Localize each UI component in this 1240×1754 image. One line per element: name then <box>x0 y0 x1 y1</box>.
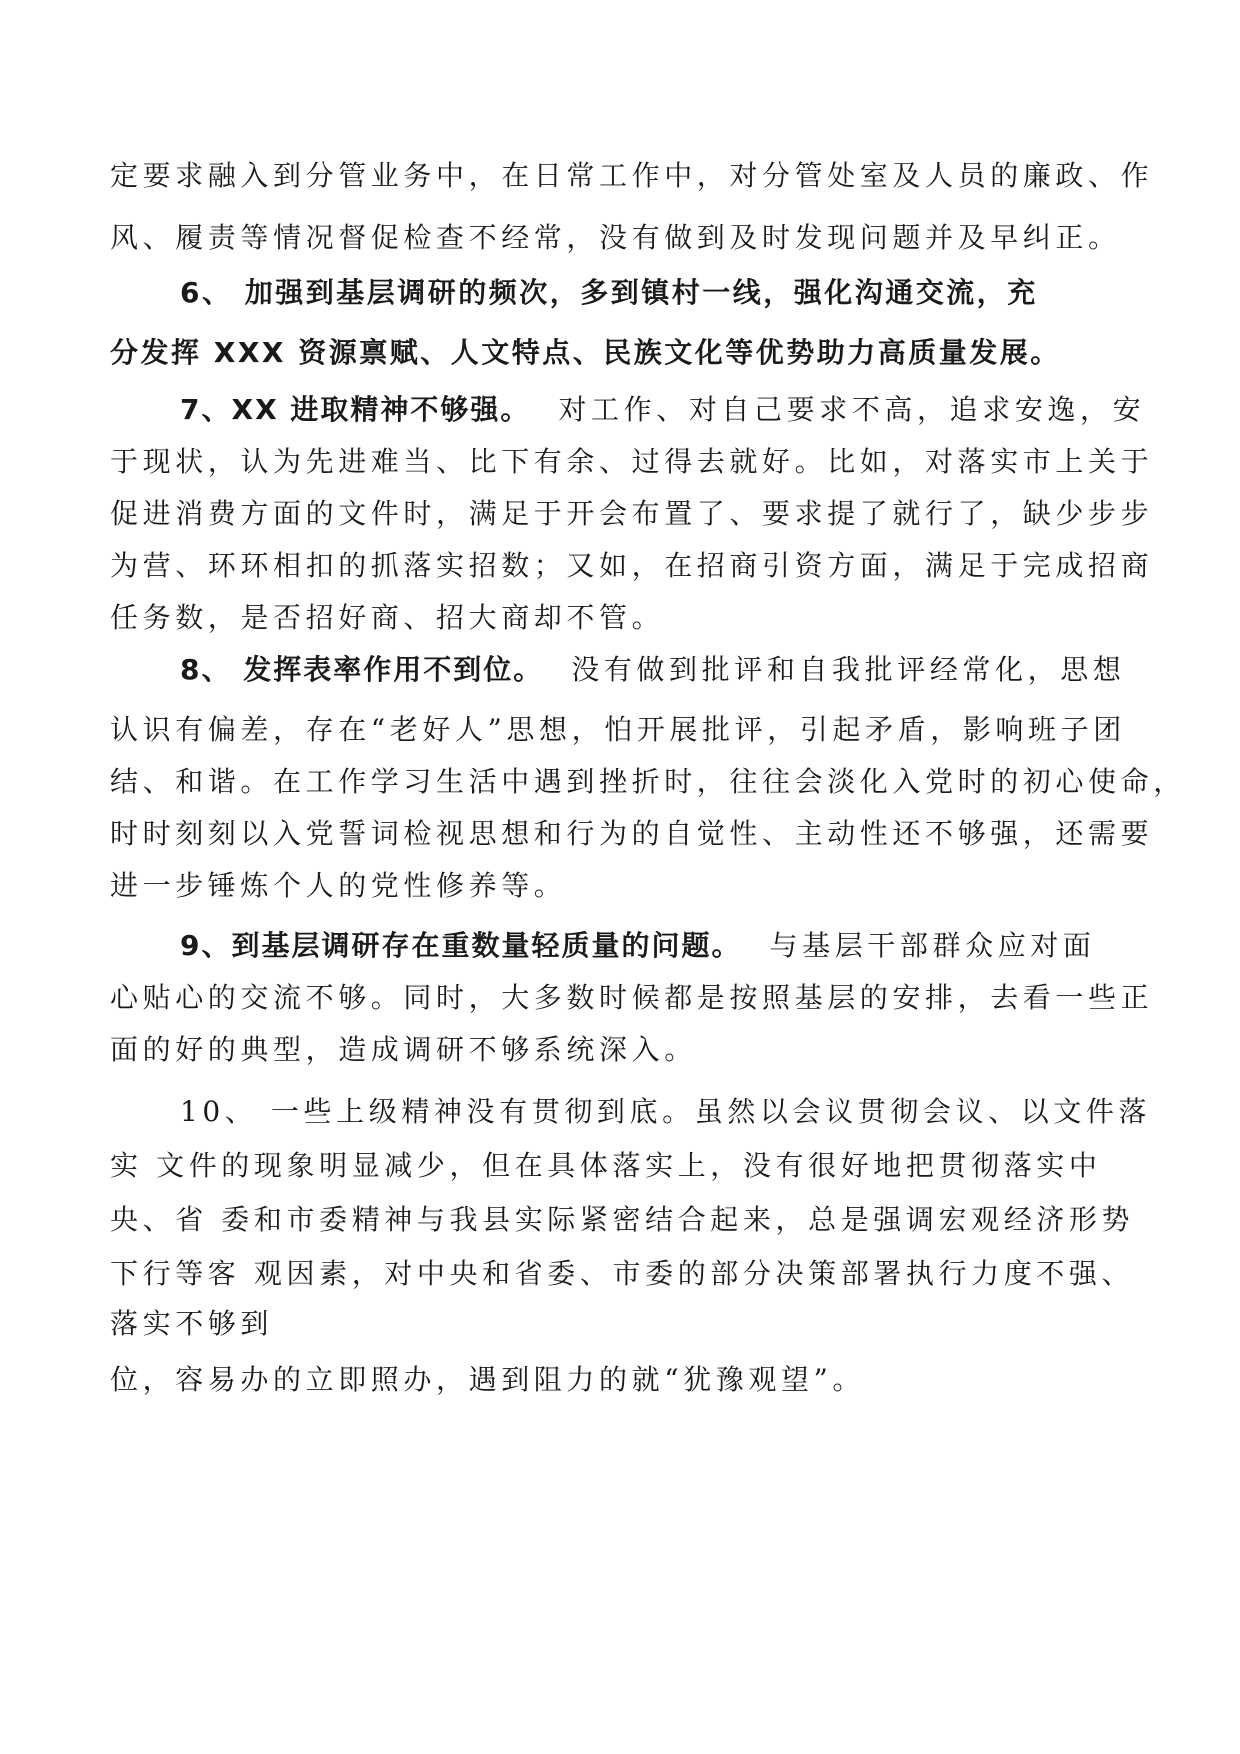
text-line: 实 文件的现象明显减少，但在具体落实上，没有很好地把贯彻落实中 <box>110 1149 1102 1182</box>
item-7-paragraph <box>180 392 1146 428</box>
text-line: 下行等客 观因素，对中央和省委、市委的部分决策部署执行力度不强、 <box>110 1257 1135 1290</box>
text-line: 面的好的典型，造成调研不够系统深入。 <box>110 1033 697 1066</box>
item-9-paragraph <box>180 928 1130 964</box>
text-line: 结、和谐。在工作学习生活中遇到挫折时，往往会淡化入党时的初心使命， <box>110 765 1186 798</box>
text-line: 促进消费方面的文件时，满足于开会布置了、要求提了就行了，缺少步步 <box>110 497 1154 530</box>
text-line: 央、省 委和市委精神与我县实际紧密结合起来，总是强调宏观经济形势 <box>110 1203 1135 1236</box>
text-line: 为营、环环相扣的抓落实招数；又如，在招商引资方面，满足于完成招商 <box>110 549 1154 582</box>
item-8-text: 没有做到批评和自我批评经常化，思想 <box>571 653 1126 686</box>
item-7-text: 对工作、对自己要求不高，追求安逸，安 <box>558 393 1146 426</box>
text-line: 进一步锤炼个人的党性修养等。 <box>110 869 567 902</box>
item-10-paragraph: 10、 一些上级精神没有贯彻到底。虽然以会议贯彻会议、以文件落 <box>180 1095 1152 1128</box>
text-line: 任务数，是否招好商、招大商却不管。 <box>110 601 665 634</box>
item-9-text: 与基层干部群众应对面 <box>769 929 1096 962</box>
text-line: 位，容易办的立即照办，遇到阻力的就“犹豫观望”。 <box>110 1363 866 1396</box>
item-6-heading: 6、 加强到基层调研的频次，多到镇村一线，强化沟通交流，充 <box>180 276 1038 309</box>
item-6-heading: 分发挥 XXX 资源禀赋、人文特点、民族文化等优势助力高质量发展。 <box>110 336 1061 369</box>
text-line: 时时刻刻以入党誓词检视思想和行为的自觉性、主动性还不够强，还需要 <box>110 817 1154 850</box>
item-7-heading: 7、XX 进取精神不够强。 <box>180 393 531 426</box>
text-line: 认识有偏差，存在“老好人”思想，怕开展批评，引起矛盾，影响班子团 <box>110 713 1126 746</box>
item-9-heading: 9、到基层调研存在重数量轻质量的问题。 <box>180 929 742 962</box>
text-line: 风、履责等情况督促检查不经常，没有做到及时发现问题并及早纠正。 <box>110 221 1121 254</box>
text-line: 落实不够到 <box>110 1307 274 1340</box>
item-8-heading: 8、 发挥表率作用不到位。 <box>180 653 544 686</box>
text-line: 心贴心的交流不够。同时，大多数时候都是按照基层的安排，去看一些正 <box>110 981 1154 1014</box>
text-line: 于现状，认为先进难当、比下有余、过得去就好。比如，对落实市上关于 <box>110 445 1154 478</box>
text-line: 定要求融入到分管业务中，在日常工作中，对分管处室及人员的廉政、作 <box>110 159 1154 192</box>
item-8-paragraph <box>180 652 1130 688</box>
